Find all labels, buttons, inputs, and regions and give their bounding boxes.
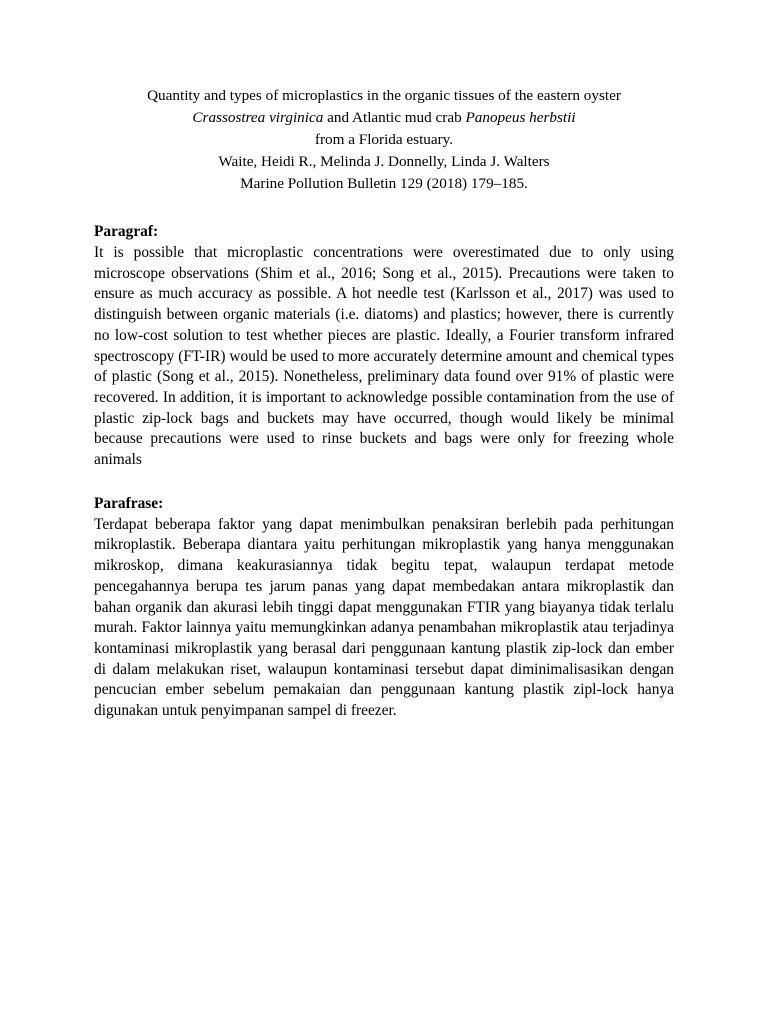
species-connector: and Atlantic mud crab: [323, 109, 466, 126]
parafrase-section: [94, 493, 674, 722]
location-line: from a Florida estuary.: [314, 131, 454, 148]
authors-line: Waite, Heidi R., Melinda J. Donnelly, Linda J. Walters: [218, 153, 550, 170]
parafrase-heading: Parafrase:: [94, 494, 164, 512]
paragraf-heading: Paragraf:: [94, 223, 159, 240]
parafrase-text: Terdapat beberapa faktor yang dapat menimbulkan penaksiran berlebih pada perhitungan mikroplastik. Beberapa diantara yaitu perhitungan mikroplastik yang hanya menggunakan mikroskop, dimana keakurasiannya tidak begitu tepat, walaupun terdapat metode pencegahannya berupa tes jarum panas yang dapat membedakan antara mikroplastik dan bahan organik dan akurasi lebih tinggi dapat menggunakan FTIR yang biayanya tidak terlalu murah. Faktor lainnya yaitu memungkinkan adanya penambahan mikroplastik atau terjadinya kontaminasi mikroplastik yang berasal dari penggunaan kantung plastik zip-lock dan ember di dalam melakukan riset, walaupun kontaminasi tersebut dapat diminimalisasikan dengan pencucian ember sebelum pemakaian dan penggunaan kantung plastik zipl-lock hanya digunakan untuk penyimpanan sampel di freezer.: [94, 515, 674, 720]
citation-line: Marine Pollution Bulletin 129 (2018) 179–185.: [240, 175, 528, 192]
article-title: Quantity and types of microplastics in the organic tissues of the eastern oyster: [147, 87, 621, 104]
paragraf-section: [94, 221, 674, 471]
species-oyster: Crassostrea virginica: [192, 109, 324, 126]
species-line: [94, 107, 674, 129]
species-crab: Panopeus herbstii: [465, 109, 576, 126]
paragraf-text: It is possible that microplastic concentrations were overestimated due to only using microscope observations (Shim et al., 2016; Song et al., 2015). Precautions were taken to ensure as much accuracy as possible. A hot needle test (Karlsson et al., 2017) was used to distinguish between organic materials (i.e. diatoms) and plastics; however, there is currently no low-cost solution to test whether pieces are plastic. Ideally, a Fourier transform infrared spectroscopy (FT-IR) would be used to more accurately determine amount and chemical types of plastic (Song et al., 2015). Nonetheless, preliminary data found over 91% of plastic were recovered. In addition, it is important to acknowledge possible contamination from the use of plastic zip-lock bags and buckets may have occurred, though would likely be minimal because precautions were used to rinse buckets and bags were only for freezing whole animals: [94, 244, 674, 469]
document-header: [94, 85, 674, 195]
